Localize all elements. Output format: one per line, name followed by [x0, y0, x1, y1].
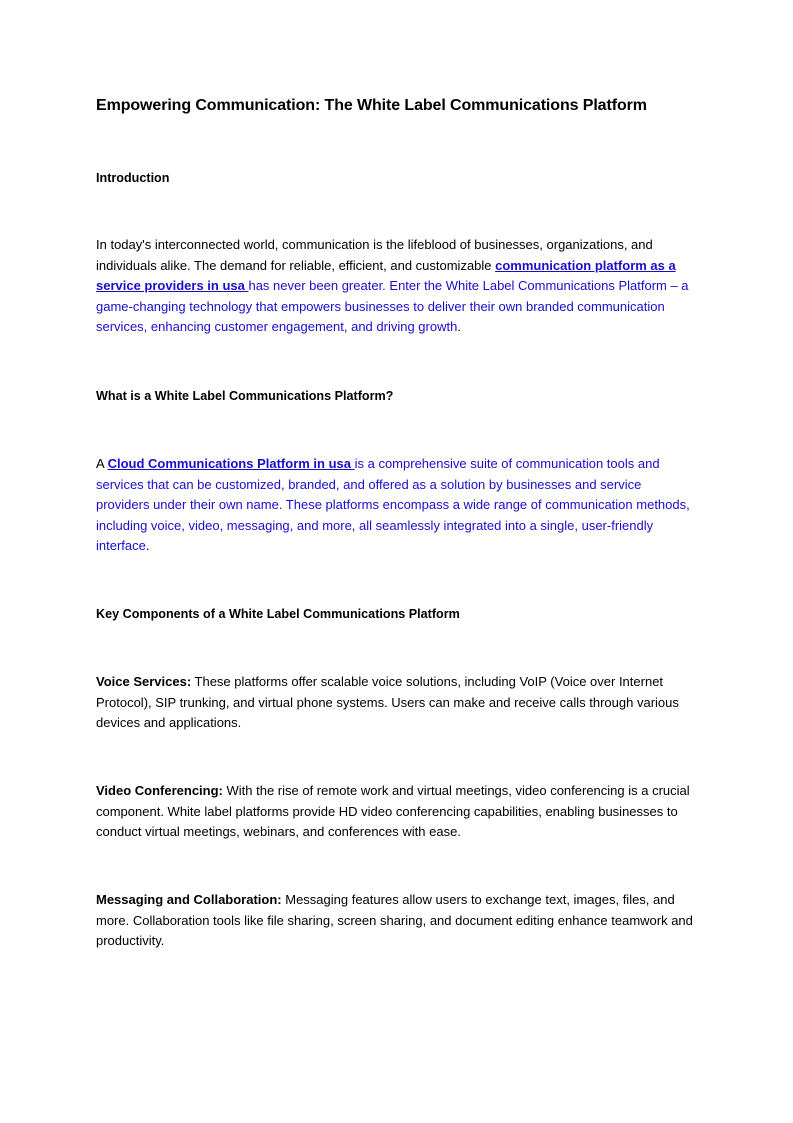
intro-text-a: In today's interconnected world, communication is the lifeblood of businesses, organizations, and individuals alike. The demand for reliable, efficient, and customizable: [96, 237, 653, 273]
intro-heading: Introduction: [96, 171, 170, 185]
component-label-video: Video Conferencing:: [96, 783, 223, 798]
document-title: Empowering Communication: The White Label Communications Platform: [96, 97, 647, 114]
what-is-heading: What is a White Label Communications Platform?: [96, 389, 394, 403]
what-is-text-a: A: [96, 456, 108, 471]
component-text-voice: These platforms offer scalable voice solutions, including VoIP (Voice over Internet Protocol), SIP trunking, and virtual phone systems. Users can make and receive calls through various devices and applications.: [96, 674, 679, 731]
component-text-messaging: Messaging features allow users to exchange text, images, files, and more. Collaboration tools like file sharing, screen sharing, and document editing enhance teamwork and productivity.: [96, 892, 693, 949]
communication-platform-link[interactable]: communication platform as a service providers in usa: [96, 257, 676, 294]
what-is-text-b: is a comprehensive suite of communication tools and services that can be customized, branded, and offered as a solution by businesses and service providers under their own name. These platforms encompass a wide range of communication methods, including voice, video, messaging, and more, all seamlessly integrated into a single, user-friendly interface: [96, 456, 690, 554]
component-label-messaging: Messaging and Collaboration:: [96, 892, 282, 907]
components-heading: Key Components of a White Label Communications Platform: [96, 607, 460, 621]
component-item: [96, 781, 696, 843]
component-item: [96, 672, 696, 734]
what-is-text-end: .: [145, 538, 150, 554]
what-is-paragraph: [96, 454, 696, 557]
component-item: [96, 890, 696, 952]
intro-text-end: .: [457, 319, 461, 335]
component-text-video: With the rise of remote work and virtual meetings, video conferencing is a crucial component. White label platforms provide HD video conferencing capabilities, enabling businesses to conduct virtual meetings, webinars, and conferences with ease.: [96, 783, 690, 840]
intro-paragraph: [96, 235, 696, 338]
component-label-voice: Voice Services:: [96, 674, 192, 689]
intro-text-b: has never been greater. Enter the White Label Communications Platform – a game-changing technology that empowers businesses to deliver their own branded communication services, enhancing customer engagement, and driving growth: [96, 278, 689, 335]
cloud-communications-platform-link[interactable]: Cloud Communications Platform in usa: [107, 456, 355, 471]
